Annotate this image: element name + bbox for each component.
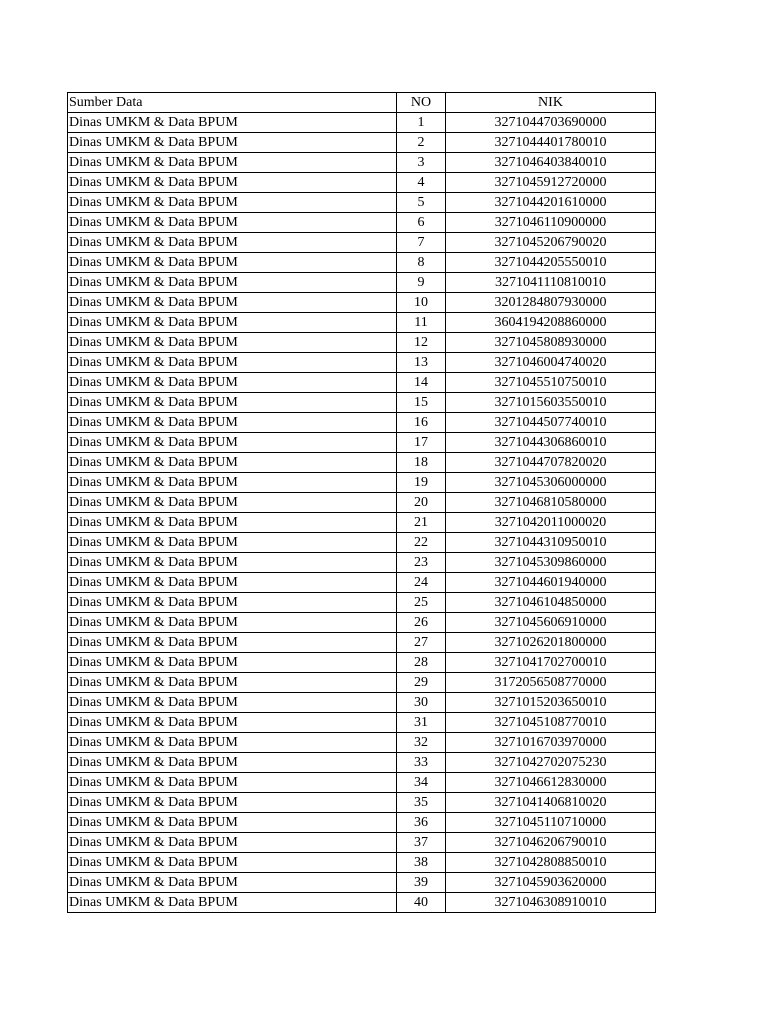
cell-no: 38 [397,853,446,873]
table-body [68,113,656,913]
cell-nik: 3271016703970000 [446,733,656,753]
cell-no: 28 [397,653,446,673]
cell-sumber-data: Dinas UMKM & Data BPUM [68,653,397,673]
cell-nik: 3271044703690000 [446,113,656,133]
table-row [68,613,656,633]
cell-sumber-data: Dinas UMKM & Data BPUM [68,213,397,233]
cell-sumber-data: Dinas UMKM & Data BPUM [68,193,397,213]
cell-sumber-data: Dinas UMKM & Data BPUM [68,253,397,273]
table-row [68,153,656,173]
table-row [68,573,656,593]
cell-no: 5 [397,193,446,213]
cell-no: 35 [397,793,446,813]
cell-no: 25 [397,593,446,613]
cell-nik: 3271044310950010 [446,533,656,553]
table-row [68,693,656,713]
cell-no: 4 [397,173,446,193]
table-row [68,353,656,373]
cell-sumber-data: Dinas UMKM & Data BPUM [68,573,397,593]
cell-nik: 3271045903620000 [446,873,656,893]
table-row [68,273,656,293]
cell-sumber-data: Dinas UMKM & Data BPUM [68,793,397,813]
table-header [68,93,656,113]
table-row [68,833,656,853]
cell-no: 33 [397,753,446,773]
cell-nik: 3271026201800000 [446,633,656,653]
cell-no: 3 [397,153,446,173]
cell-sumber-data: Dinas UMKM & Data BPUM [68,153,397,173]
table-row [68,393,656,413]
cell-no: 32 [397,733,446,753]
cell-sumber-data: Dinas UMKM & Data BPUM [68,593,397,613]
cell-nik: 3271044507740010 [446,413,656,433]
header-row [68,93,656,113]
cell-no: 12 [397,333,446,353]
table-row [68,373,656,393]
table-row [68,633,656,653]
cell-nik: 3604194208860000 [446,313,656,333]
cell-nik: 3271045306000000 [446,473,656,493]
table-row [68,113,656,133]
cell-sumber-data: Dinas UMKM & Data BPUM [68,373,397,393]
cell-sumber-data: Dinas UMKM & Data BPUM [68,813,397,833]
cell-sumber-data: Dinas UMKM & Data BPUM [68,533,397,553]
table-row [68,233,656,253]
cell-no: 36 [397,813,446,833]
table-row [68,333,656,353]
cell-sumber-data: Dinas UMKM & Data BPUM [68,473,397,493]
cell-no: 14 [397,373,446,393]
cell-no: 37 [397,833,446,853]
cell-nik: 3271044201610000 [446,193,656,213]
cell-nik: 3271044401780010 [446,133,656,153]
cell-nik: 3271046810580000 [446,493,656,513]
cell-sumber-data: Dinas UMKM & Data BPUM [68,393,397,413]
cell-sumber-data: Dinas UMKM & Data BPUM [68,453,397,473]
cell-sumber-data: Dinas UMKM & Data BPUM [68,753,397,773]
cell-sumber-data: Dinas UMKM & Data BPUM [68,433,397,453]
cell-sumber-data: Dinas UMKM & Data BPUM [68,893,397,913]
cell-nik: 3271041406810020 [446,793,656,813]
table-row [68,653,656,673]
cell-no: 13 [397,353,446,373]
header-no: NO [397,93,446,113]
cell-nik: 3271041110810010 [446,273,656,293]
cell-no: 40 [397,893,446,913]
header-nik: NIK [446,93,656,113]
cell-no: 26 [397,613,446,633]
table-row [68,193,656,213]
cell-nik: 3271045606910000 [446,613,656,633]
cell-sumber-data: Dinas UMKM & Data BPUM [68,553,397,573]
cell-nik: 3271046004740020 [446,353,656,373]
cell-sumber-data: Dinas UMKM & Data BPUM [68,733,397,753]
table-row [68,773,656,793]
cell-no: 24 [397,573,446,593]
table-row [68,793,656,813]
cell-sumber-data: Dinas UMKM & Data BPUM [68,173,397,193]
cell-no: 39 [397,873,446,893]
cell-no: 30 [397,693,446,713]
cell-no: 10 [397,293,446,313]
cell-no: 29 [397,673,446,693]
cell-no: 7 [397,233,446,253]
table-row [68,553,656,573]
cell-sumber-data: Dinas UMKM & Data BPUM [68,313,397,333]
cell-sumber-data: Dinas UMKM & Data BPUM [68,133,397,153]
cell-nik: 3271042702075230 [446,753,656,773]
cell-sumber-data: Dinas UMKM & Data BPUM [68,113,397,133]
cell-nik: 3271015603550010 [446,393,656,413]
table-row [68,473,656,493]
cell-no: 22 [397,533,446,553]
cell-nik: 3271045912720000 [446,173,656,193]
table-row [68,813,656,833]
cell-no: 23 [397,553,446,573]
table-row [68,713,656,733]
cell-sumber-data: Dinas UMKM & Data BPUM [68,333,397,353]
table-row [68,313,656,333]
table-row [68,753,656,773]
cell-sumber-data: Dinas UMKM & Data BPUM [68,693,397,713]
cell-nik: 3172056508770000 [446,673,656,693]
cell-no: 20 [397,493,446,513]
cell-sumber-data: Dinas UMKM & Data BPUM [68,273,397,293]
cell-no: 15 [397,393,446,413]
table-row [68,873,656,893]
cell-no: 2 [397,133,446,153]
cell-nik: 3271046308910010 [446,893,656,913]
cell-nik: 3271045110710000 [446,813,656,833]
cell-sumber-data: Dinas UMKM & Data BPUM [68,293,397,313]
table-row [68,173,656,193]
cell-sumber-data: Dinas UMKM & Data BPUM [68,513,397,533]
table-row [68,433,656,453]
cell-nik: 3271046104850000 [446,593,656,613]
cell-no: 16 [397,413,446,433]
table-row [68,453,656,473]
cell-sumber-data: Dinas UMKM & Data BPUM [68,633,397,653]
cell-no: 1 [397,113,446,133]
table-row [68,253,656,273]
table-row [68,493,656,513]
table-row [68,293,656,313]
table-row [68,213,656,233]
cell-nik: 3271045108770010 [446,713,656,733]
cell-nik: 3271015203650010 [446,693,656,713]
cell-no: 34 [397,773,446,793]
cell-nik: 3271044306860010 [446,433,656,453]
table-row [68,533,656,553]
cell-sumber-data: Dinas UMKM & Data BPUM [68,773,397,793]
cell-sumber-data: Dinas UMKM & Data BPUM [68,413,397,433]
header-sumber-data: Sumber Data [68,93,397,113]
cell-nik: 3271042011000020 [446,513,656,533]
cell-nik: 3271044205550010 [446,253,656,273]
cell-sumber-data: Dinas UMKM & Data BPUM [68,613,397,633]
cell-nik: 3271046403840010 [446,153,656,173]
cell-nik: 3271042808850010 [446,853,656,873]
table-row [68,413,656,433]
table-row [68,853,656,873]
cell-nik: 3271046612830000 [446,773,656,793]
cell-no: 8 [397,253,446,273]
data-table [67,92,656,913]
table-row [68,133,656,153]
cell-nik: 3271044601940000 [446,573,656,593]
cell-no: 17 [397,433,446,453]
cell-no: 21 [397,513,446,533]
cell-no: 11 [397,313,446,333]
cell-sumber-data: Dinas UMKM & Data BPUM [68,493,397,513]
cell-nik: 3271045206790020 [446,233,656,253]
cell-no: 9 [397,273,446,293]
cell-nik: 3271045510750010 [446,373,656,393]
table-row [68,513,656,533]
cell-nik: 3271046206790010 [446,833,656,853]
cell-no: 31 [397,713,446,733]
table-row [68,893,656,913]
cell-nik: 3271045808930000 [446,333,656,353]
cell-no: 27 [397,633,446,653]
cell-sumber-data: Dinas UMKM & Data BPUM [68,673,397,693]
cell-nik: 3271044707820020 [446,453,656,473]
cell-sumber-data: Dinas UMKM & Data BPUM [68,353,397,373]
table-row [68,673,656,693]
cell-sumber-data: Dinas UMKM & Data BPUM [68,873,397,893]
cell-sumber-data: Dinas UMKM & Data BPUM [68,853,397,873]
cell-no: 18 [397,453,446,473]
cell-sumber-data: Dinas UMKM & Data BPUM [68,833,397,853]
cell-nik: 3201284807930000 [446,293,656,313]
cell-nik: 3271041702700010 [446,653,656,673]
table-row [68,733,656,753]
cell-sumber-data: Dinas UMKM & Data BPUM [68,713,397,733]
cell-sumber-data: Dinas UMKM & Data BPUM [68,233,397,253]
table-row [68,593,656,613]
cell-no: 19 [397,473,446,493]
cell-no: 6 [397,213,446,233]
cell-nik: 3271046110900000 [446,213,656,233]
cell-nik: 3271045309860000 [446,553,656,573]
